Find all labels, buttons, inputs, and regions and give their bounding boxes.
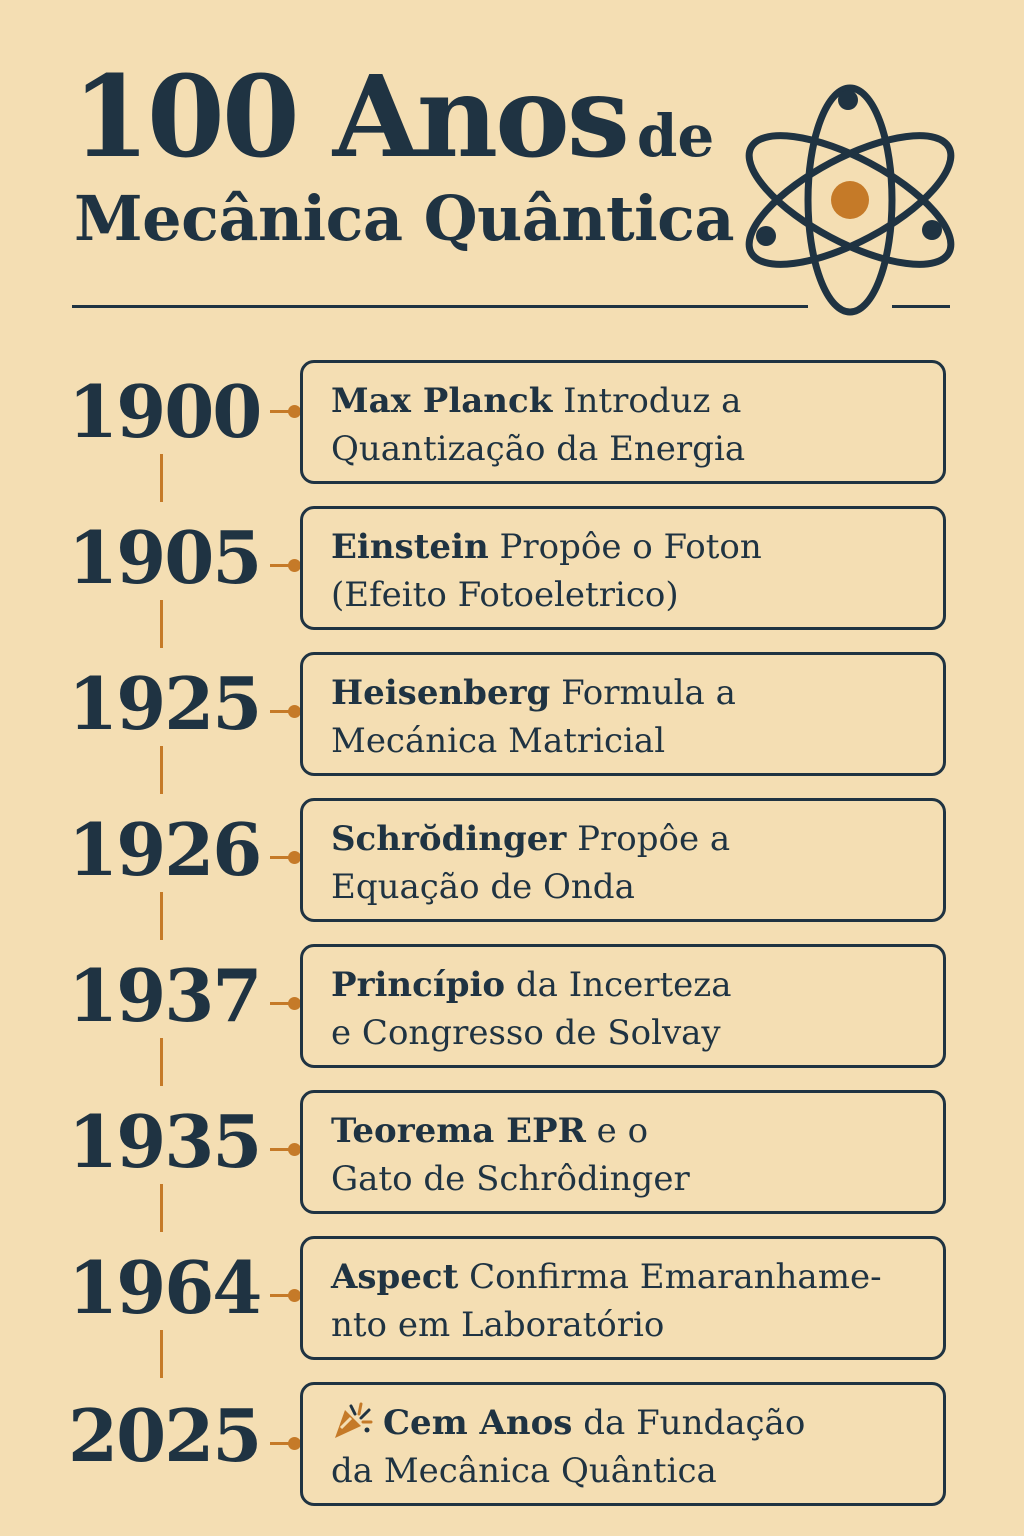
timeline-year: 2025 — [68, 1393, 261, 1478]
event-highlight: Heisenberg — [331, 673, 551, 713]
timeline-segment — [160, 892, 163, 940]
timeline-year: 1905 — [68, 515, 261, 600]
event-text: Propôe o Foton — [488, 527, 762, 567]
timeline-segment — [160, 1330, 163, 1378]
event-line-2: Mecánica Matricial — [331, 721, 666, 761]
event-line-1 — [331, 1253, 927, 1301]
header-divider — [72, 305, 808, 308]
event-card — [300, 1236, 946, 1360]
event-line-1 — [331, 377, 927, 425]
atom-icon — [740, 80, 960, 320]
timeline-segment — [160, 1038, 163, 1086]
event-text: Confirma Emaranhame- — [458, 1257, 882, 1297]
event-highlight: Teorema EPR — [331, 1111, 586, 1151]
title-line-1 — [72, 52, 715, 183]
event-highlight: Schrŏdinger — [331, 819, 567, 859]
timeline-segment — [160, 600, 163, 648]
event-highlight: Princípio — [331, 965, 506, 1005]
timeline-year: 1900 — [68, 369, 261, 454]
timeline-segment — [160, 746, 163, 794]
header-divider-right — [892, 305, 950, 308]
event-line-2: Gato de Schrôdinger — [331, 1159, 690, 1199]
event-card — [300, 1090, 946, 1214]
event-text: Introduz a — [552, 381, 742, 421]
event-line-1 — [331, 815, 927, 863]
event-line-1 — [331, 1399, 927, 1447]
timeline-year: 1935 — [68, 1099, 261, 1184]
event-card — [300, 944, 946, 1068]
event-card — [300, 360, 946, 484]
title-subtitle: Mecânica Quântica — [74, 182, 735, 255]
event-card — [300, 506, 946, 630]
event-line-1 — [331, 1107, 927, 1155]
event-text: Formula a — [550, 673, 736, 713]
event-line-2: (Efeito Fotoeletrico) — [331, 575, 679, 615]
event-card — [300, 1382, 946, 1506]
timeline-segment — [160, 454, 163, 502]
event-line-2: da Mecânica Quântica — [331, 1451, 717, 1491]
event-line-1 — [331, 669, 927, 717]
event-highlight: Einstein — [331, 527, 489, 567]
event-line-2: Quantização da Energia — [331, 429, 746, 469]
event-text: e o — [585, 1111, 649, 1151]
party-popper-icon — [331, 1400, 373, 1440]
timeline-year: 1926 — [68, 807, 261, 892]
event-line-2: Equação de Onda — [331, 867, 635, 907]
event-card — [300, 798, 946, 922]
timeline-year: 1964 — [68, 1245, 261, 1330]
timeline-year: 1925 — [68, 661, 261, 746]
event-line-1 — [331, 523, 927, 571]
event-highlight: Aspect — [331, 1257, 459, 1297]
event-line-1 — [331, 961, 927, 1009]
title-main: 100 Anos — [72, 52, 627, 183]
event-card — [300, 652, 946, 776]
event-text: da Incerteza — [505, 965, 732, 1005]
event-text: da Fundação — [572, 1403, 806, 1443]
event-highlight: Max Planck — [331, 381, 553, 421]
event-text: Propôe a — [566, 819, 731, 859]
timeline-segment — [160, 1184, 163, 1232]
event-line-2: nto em Laboratório — [331, 1305, 665, 1345]
event-highlight: Cem Anos — [383, 1403, 573, 1443]
title-connector: de — [636, 102, 715, 170]
event-line-2: e Congresso de Solvay — [331, 1013, 721, 1053]
timeline-year: 1937 — [68, 953, 261, 1038]
